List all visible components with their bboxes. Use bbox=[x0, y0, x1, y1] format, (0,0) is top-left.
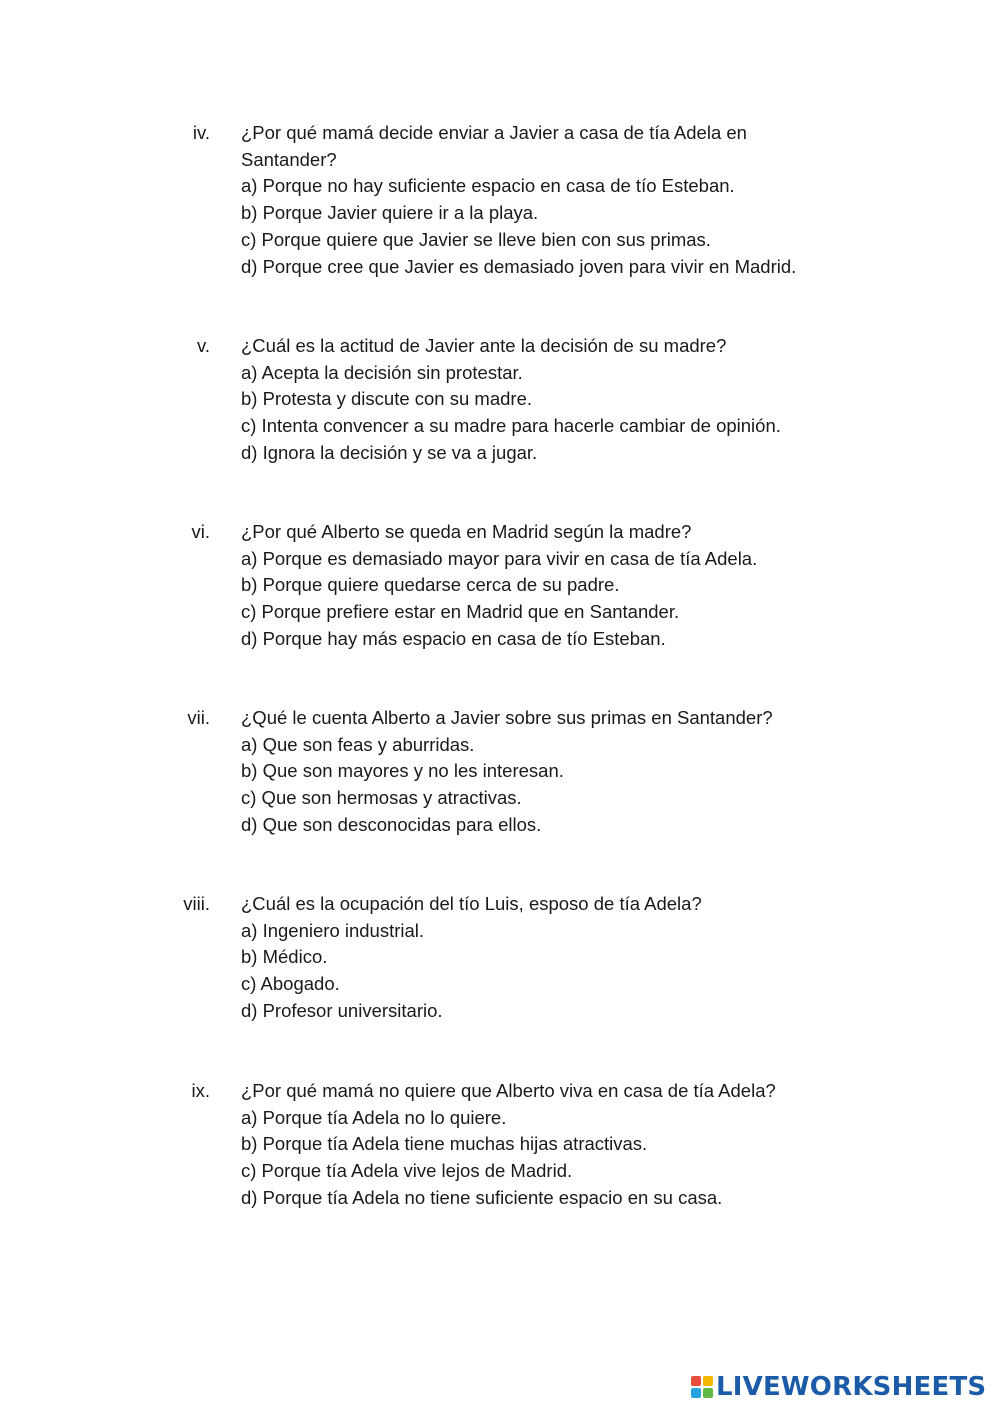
question-number: vii. bbox=[187, 707, 210, 728]
question-text: ¿Por qué mamá no quiere que Alberto viva en casa de tía Adela? bbox=[241, 1080, 776, 1101]
option-d: d) Que son desconocidas para ellos. bbox=[241, 813, 542, 835]
option-a: a) Que son feas y aburridas. bbox=[241, 733, 475, 755]
question-text: ¿Cuál es la ocupación del tío Luis, esposo de tía Adela? bbox=[241, 893, 702, 914]
option-c: c) Porque tía Adela vive lejos de Madrid. bbox=[241, 1160, 573, 1182]
question-text: ¿Cuál es la actitud de Javier ante la decisión de su madre? bbox=[241, 335, 727, 356]
question-body bbox=[241, 120, 881, 280]
logo-text: LIVEWORKSHEETS bbox=[716, 1372, 987, 1402]
option-b: b) Protesta y discute con su madre. bbox=[241, 388, 532, 410]
question-body bbox=[241, 333, 881, 467]
question-number: iv. bbox=[192, 122, 210, 143]
question-text: Santander? bbox=[241, 148, 337, 170]
option-d: d) Porque hay más espacio en casa de tío Esteban. bbox=[241, 627, 666, 649]
question-number: vi. bbox=[191, 521, 210, 542]
option-b: b) Porque Javier quiere ir a la playa. bbox=[241, 202, 539, 224]
option-a: a) Porque es demasiado mayor para vivir en casa de tía Adela. bbox=[241, 547, 758, 569]
question-text: ¿Por qué Alberto se queda en Madrid según la madre? bbox=[241, 521, 692, 542]
logo-square-green bbox=[703, 1388, 713, 1398]
liveworksheets-logo-icon bbox=[690, 1375, 714, 1399]
question-text: ¿Por qué mamá decide enviar a Javier a casa de tía Adela en bbox=[241, 122, 747, 143]
logo-square-yellow bbox=[703, 1376, 713, 1386]
question-body bbox=[241, 519, 881, 653]
question-body bbox=[241, 1078, 881, 1212]
question-number: viii. bbox=[183, 893, 210, 914]
question-body bbox=[241, 705, 881, 839]
option-b: b) Médico. bbox=[241, 946, 328, 968]
question-text: ¿Qué le cuenta Alberto a Javier sobre sus primas en Santander? bbox=[241, 707, 773, 728]
option-c: c) Porque quiere que Javier se lleve bien con sus primas. bbox=[241, 228, 711, 250]
option-b: b) Porque quiere quedarse cerca de su padre. bbox=[241, 574, 620, 596]
option-a: a) Acepta la decisión sin protestar. bbox=[241, 361, 523, 383]
option-d: d) Profesor universitario. bbox=[241, 999, 443, 1021]
option-c: c) Intenta convencer a su madre para hacerle cambiar de opinión. bbox=[241, 415, 781, 437]
liveworksheets-logo bbox=[690, 1372, 986, 1402]
option-b: b) Porque tía Adela tiene muchas hijas atractivas. bbox=[241, 1133, 648, 1155]
question-number: ix. bbox=[191, 1080, 210, 1101]
option-d: d) Porque cree que Javier es demasiado joven para vivir en Madrid. bbox=[241, 255, 797, 277]
option-a: a) Porque no hay suficiente espacio en casa de tío Esteban. bbox=[241, 175, 735, 197]
option-c: c) Porque prefiere estar en Madrid que en Santander. bbox=[241, 601, 680, 623]
option-d: d) Ignora la decisión y se va a jugar. bbox=[241, 441, 538, 463]
logo-square-blue bbox=[691, 1388, 701, 1398]
question-number: v. bbox=[196, 335, 210, 356]
logo-square-red bbox=[691, 1376, 701, 1386]
option-c: c) Que son hermosas y atractivas. bbox=[241, 787, 522, 809]
option-c: c) Abogado. bbox=[241, 973, 340, 995]
option-a: a) Porque tía Adela no lo quiere. bbox=[241, 1106, 507, 1128]
option-b: b) Que son mayores y no les interesan. bbox=[241, 760, 564, 782]
option-d: d) Porque tía Adela no tiene suficiente espacio en su casa. bbox=[241, 1186, 723, 1208]
question-body bbox=[241, 891, 881, 1025]
option-a: a) Ingeniero industrial. bbox=[241, 919, 425, 941]
